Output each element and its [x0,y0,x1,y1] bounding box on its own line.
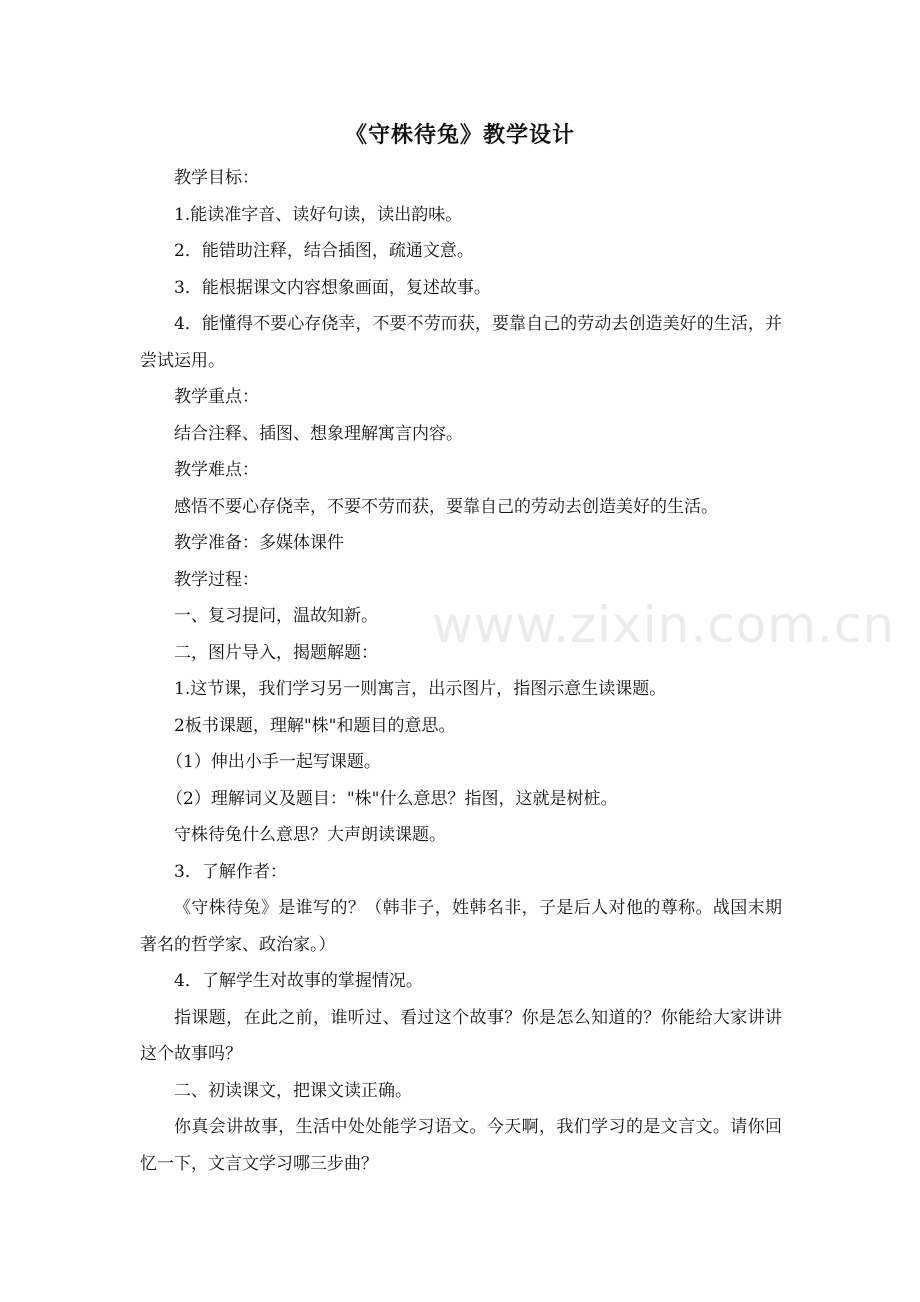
paragraph: 教学难点： [174,460,259,480]
paragraph: （2）理解词义及题目："株"什么意思？指图，这就是树桩。 [166,788,618,809]
paragraph: 二，图片导入，揭题解题： [174,642,378,663]
paragraph: 2．能错助注释，结合插图，疏通文意。 [174,241,474,261]
paragraph: （1）伸出小手一起写课题。 [166,752,381,772]
paragraph: 一、复习提问，温故知新。 [174,606,378,626]
paragraph: 守株待兔什么意思？大声朗读课题。 [174,825,446,845]
watermark: www.zixin.com.cn [432,596,896,654]
paragraph: 结合注释、插图、想象理解寓言内容。 [174,423,463,444]
paragraph: 教学过程： [174,569,259,590]
paragraph: 教学准备：多媒体课件 [174,533,344,553]
document-body [140,160,782,1182]
paragraph: 3．了解作者： [174,861,287,882]
paragraph: 2板书课题，理解"株"和题目的意思。 [174,715,456,736]
paragraph: 你真会讲故事，生活中处处能学习语文。今天啊，我们学习的是文言文。请你回忆一下，文言文学习哪三步曲？ [140,1117,782,1174]
paragraph: 教学重点： [174,387,259,407]
paragraph: 教学目标： [174,168,259,188]
document-title: 《守株待兔》教学设计 [344,122,575,148]
paragraph: 1.能读准字音、读好句读，读出韵味。 [174,204,463,225]
paragraph: 感悟不要心存侥幸，不要不劳而获，要靠自己的劳动去创造美好的生活。 [174,496,718,517]
paragraph: 《守株待兔》是谁写的？（韩非子，姓韩名非，子是后人对他的尊称。战国末期著名的哲学家、政治家。） [140,898,782,955]
paragraph: 二、初读课文，把课文读正确。 [174,1080,412,1101]
paragraph: 指课题，在此之前，谁听过、看过这个故事？你是怎么知道的？你能给大家讲讲这个故事吗？ [140,1007,782,1064]
paragraph: 4．了解学生对故事的掌握情况。 [174,971,423,991]
paragraph: 3．能根据课文内容想象画面，复述故事。 [174,277,491,298]
paragraph: 1.这节课，我们学习另一则寓言，出示图片，指图示意生读课题。 [174,679,667,699]
paragraph: 4．能懂得不要心存侥幸，不要不劳而获，要靠自己的劳动去创造美好的生活，并尝试运用。 [140,314,782,371]
